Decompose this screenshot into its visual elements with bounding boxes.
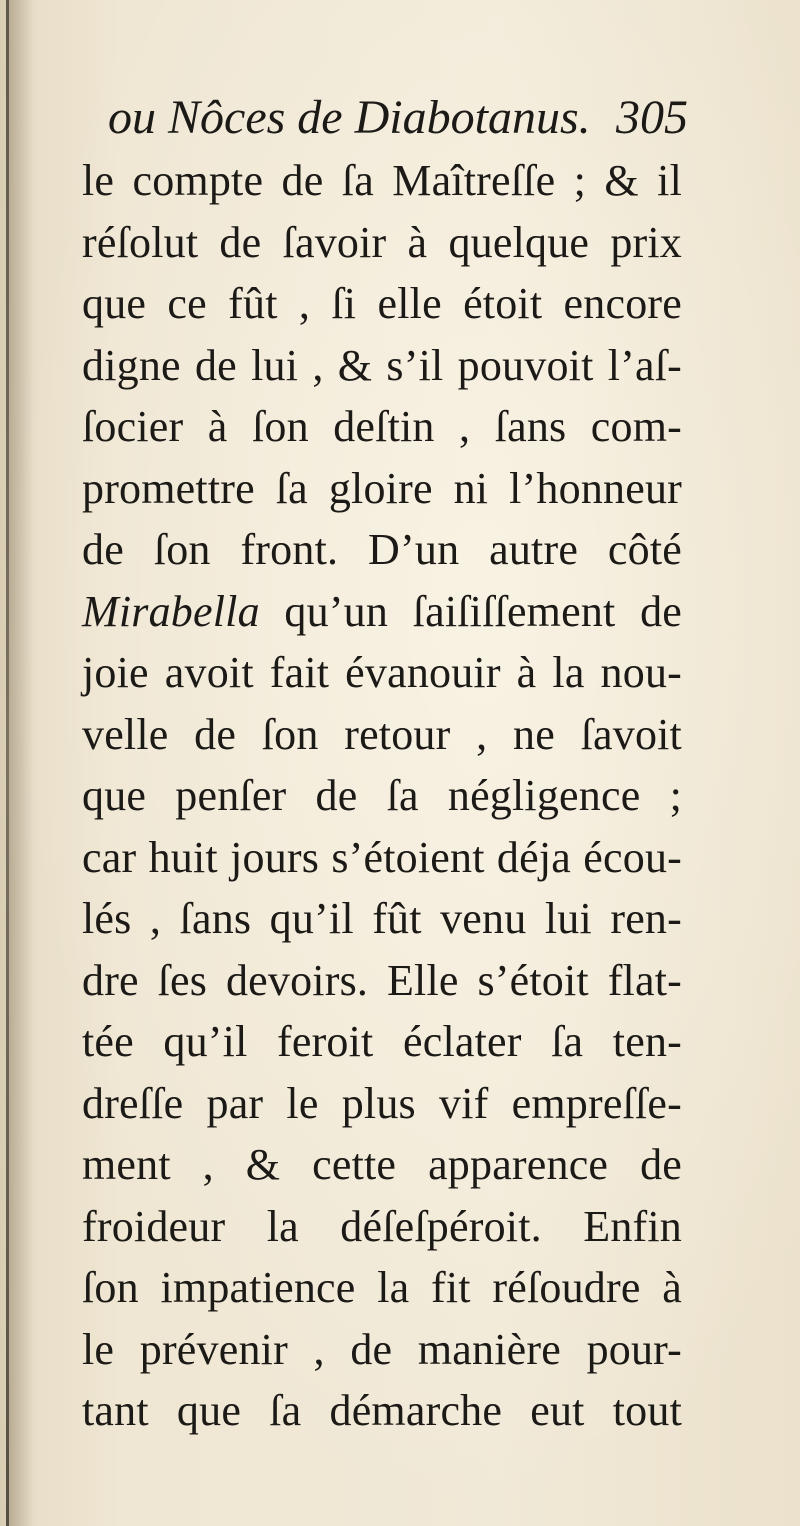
text-line: tée qu’il feroit éclater ſa ten- bbox=[82, 1017, 682, 1066]
body-text bbox=[82, 150, 682, 1442]
italic-name: Mirabella bbox=[82, 586, 260, 636]
text-line: lés , ſans qu’il fût venu lui ren- bbox=[82, 894, 682, 943]
text-line-rest: qu’un ſaiſiſſement de bbox=[284, 586, 682, 636]
running-head bbox=[108, 88, 688, 148]
text-line: que penſer de ſa négligence ; bbox=[82, 771, 682, 820]
page-number: 305 bbox=[616, 91, 688, 144]
text-line: joie avoit fait évanouir à la nou- bbox=[82, 648, 682, 697]
text-line: ſon impatience la fit réſoudre à bbox=[82, 1263, 682, 1312]
text-line: tant que ſa démarche eut tout bbox=[82, 1386, 682, 1435]
text-line: digne de lui , & s’il pouvoit l’aſ- bbox=[82, 340, 682, 390]
text-line: dre ſes devoirs. Elle s’étoit flat- bbox=[82, 955, 682, 1005]
text-line: velle de ſon retour , ne ſavoit bbox=[82, 709, 682, 759]
text-line: ſocier à ſon deſtin , ſans com- bbox=[82, 402, 682, 451]
text-line: le compte de ſa Maîtreſſe ; & il bbox=[82, 156, 682, 205]
text-line: dreſſe par le plus vif empreſſe- bbox=[82, 1078, 682, 1128]
running-title: ou Nôces de Diabotanus. bbox=[108, 91, 591, 144]
text-line: froideur la déſeſpéroit. Enfin bbox=[82, 1201, 682, 1251]
text-line: de ſon front. D’un autre côté bbox=[82, 525, 682, 574]
text-line: que ce fût , ſi elle étoit encore bbox=[82, 279, 682, 328]
text-line: le prévenir , de manière pour- bbox=[82, 1324, 682, 1374]
text-line: ment , & cette apparence de bbox=[82, 1140, 682, 1189]
text-line-with-italic bbox=[82, 581, 682, 643]
page-gutter-shadow bbox=[9, 0, 33, 1526]
text-line: réſolut de ſavoir à quelque prix bbox=[82, 217, 682, 267]
text-line: car huit jours s’étoient déja écou- bbox=[82, 832, 682, 882]
text-line: promettre ſa gloire ni l’honneur bbox=[82, 463, 682, 513]
